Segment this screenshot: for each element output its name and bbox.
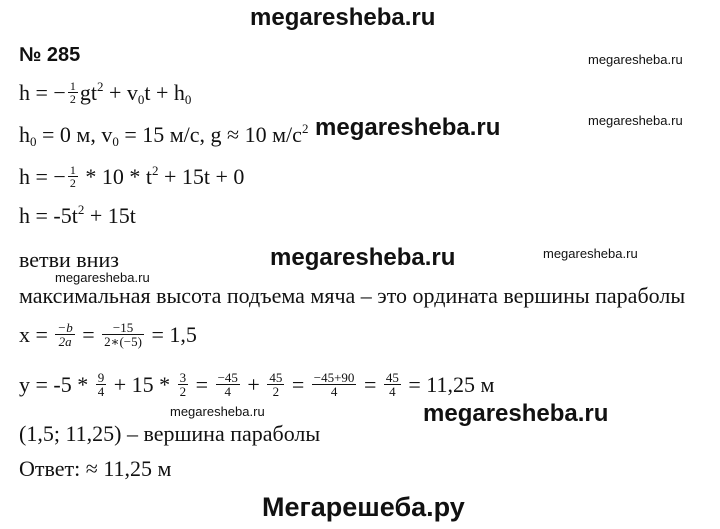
fraction-minus-15: $\frac{-15}{2∗(-5)}$ [104,319,142,350]
fraction-one-half-2: $\frac{1}{2}$ [69,162,76,191]
formula-line: h = − $\frac{1}{2}$ $gt^2 + v_0t + h_0$ [19,78,192,107]
given-values-line: $h_0 = 0$ м, $v_0 = 15$ м/с, g ≈ 10 $м/с^2$ [19,121,309,149]
problem-number: № 285 [19,44,81,66]
watermark-mid-bold: megaresheba.ru [315,114,501,141]
fraction-45-4: $\frac{45}{4}$ [385,369,399,400]
watermark-bottom: Мегарешеба.ру [262,492,465,522]
watermark-below-branch: megaresheba.ru [55,270,150,285]
watermark-right-2: megaresheba.ru [588,113,683,128]
vertex-text: (1,5; 11,25) – вершина параболы [19,421,321,446]
fraction-one-half: $\frac{1}{2}$ [69,78,76,107]
branches-text: ветви вниз [19,247,119,272]
fraction-sum-over-4: $\frac{-45+90}{4}$ [313,369,355,400]
fraction-minus-45-4: $\frac{-45}{4}$ [217,369,238,400]
x-vertex-line: x = $\frac{-b}{2a}$ = $\frac{-15}{2∗(-5)}$ = 1,5 [19,319,197,350]
watermark-lower-bold: megaresheba.ru [423,400,609,427]
answer-text: Ответ: ≈ 11,25 м [19,456,172,481]
watermark-top: megaresheba.ru [250,4,436,31]
watermark-right-1: megaresheba.ru [588,52,683,67]
substitution-line: h = − $\frac{1}{2}$ * $10 * t^2 + 15t + 0$ [19,162,245,191]
fraction-minus-b-over-2a: $\frac{-b}{2a}$ [57,319,73,350]
watermark-branch-bold: megaresheba.ru [270,244,456,271]
fraction-3-2: $\frac{3}{2}$ [179,369,187,400]
watermark-above-vertex: megaresheba.ru [170,404,265,419]
fraction-45-2: $\frac{45}{2}$ [269,369,283,400]
max-height-text: максимальная высота подъема мяча – это ордината вершины параболы [19,283,686,308]
y-vertex-line: y = -5 * $\frac{9}{4}$ + 15 * $\frac{3}{2}$ = $\frac{-45}{4}$ + $\frac{45}{2}$ = $\frac{-45+90}{4}$ = $\frac{45}{4}$ = 11,25 м [19,369,495,400]
watermark-branch-right: megaresheba.ru [543,246,638,261]
fraction-9-4: $\frac{9}{4}$ [97,369,105,400]
simplified-line: $h = -5t^2 + 15t$ [19,202,136,228]
